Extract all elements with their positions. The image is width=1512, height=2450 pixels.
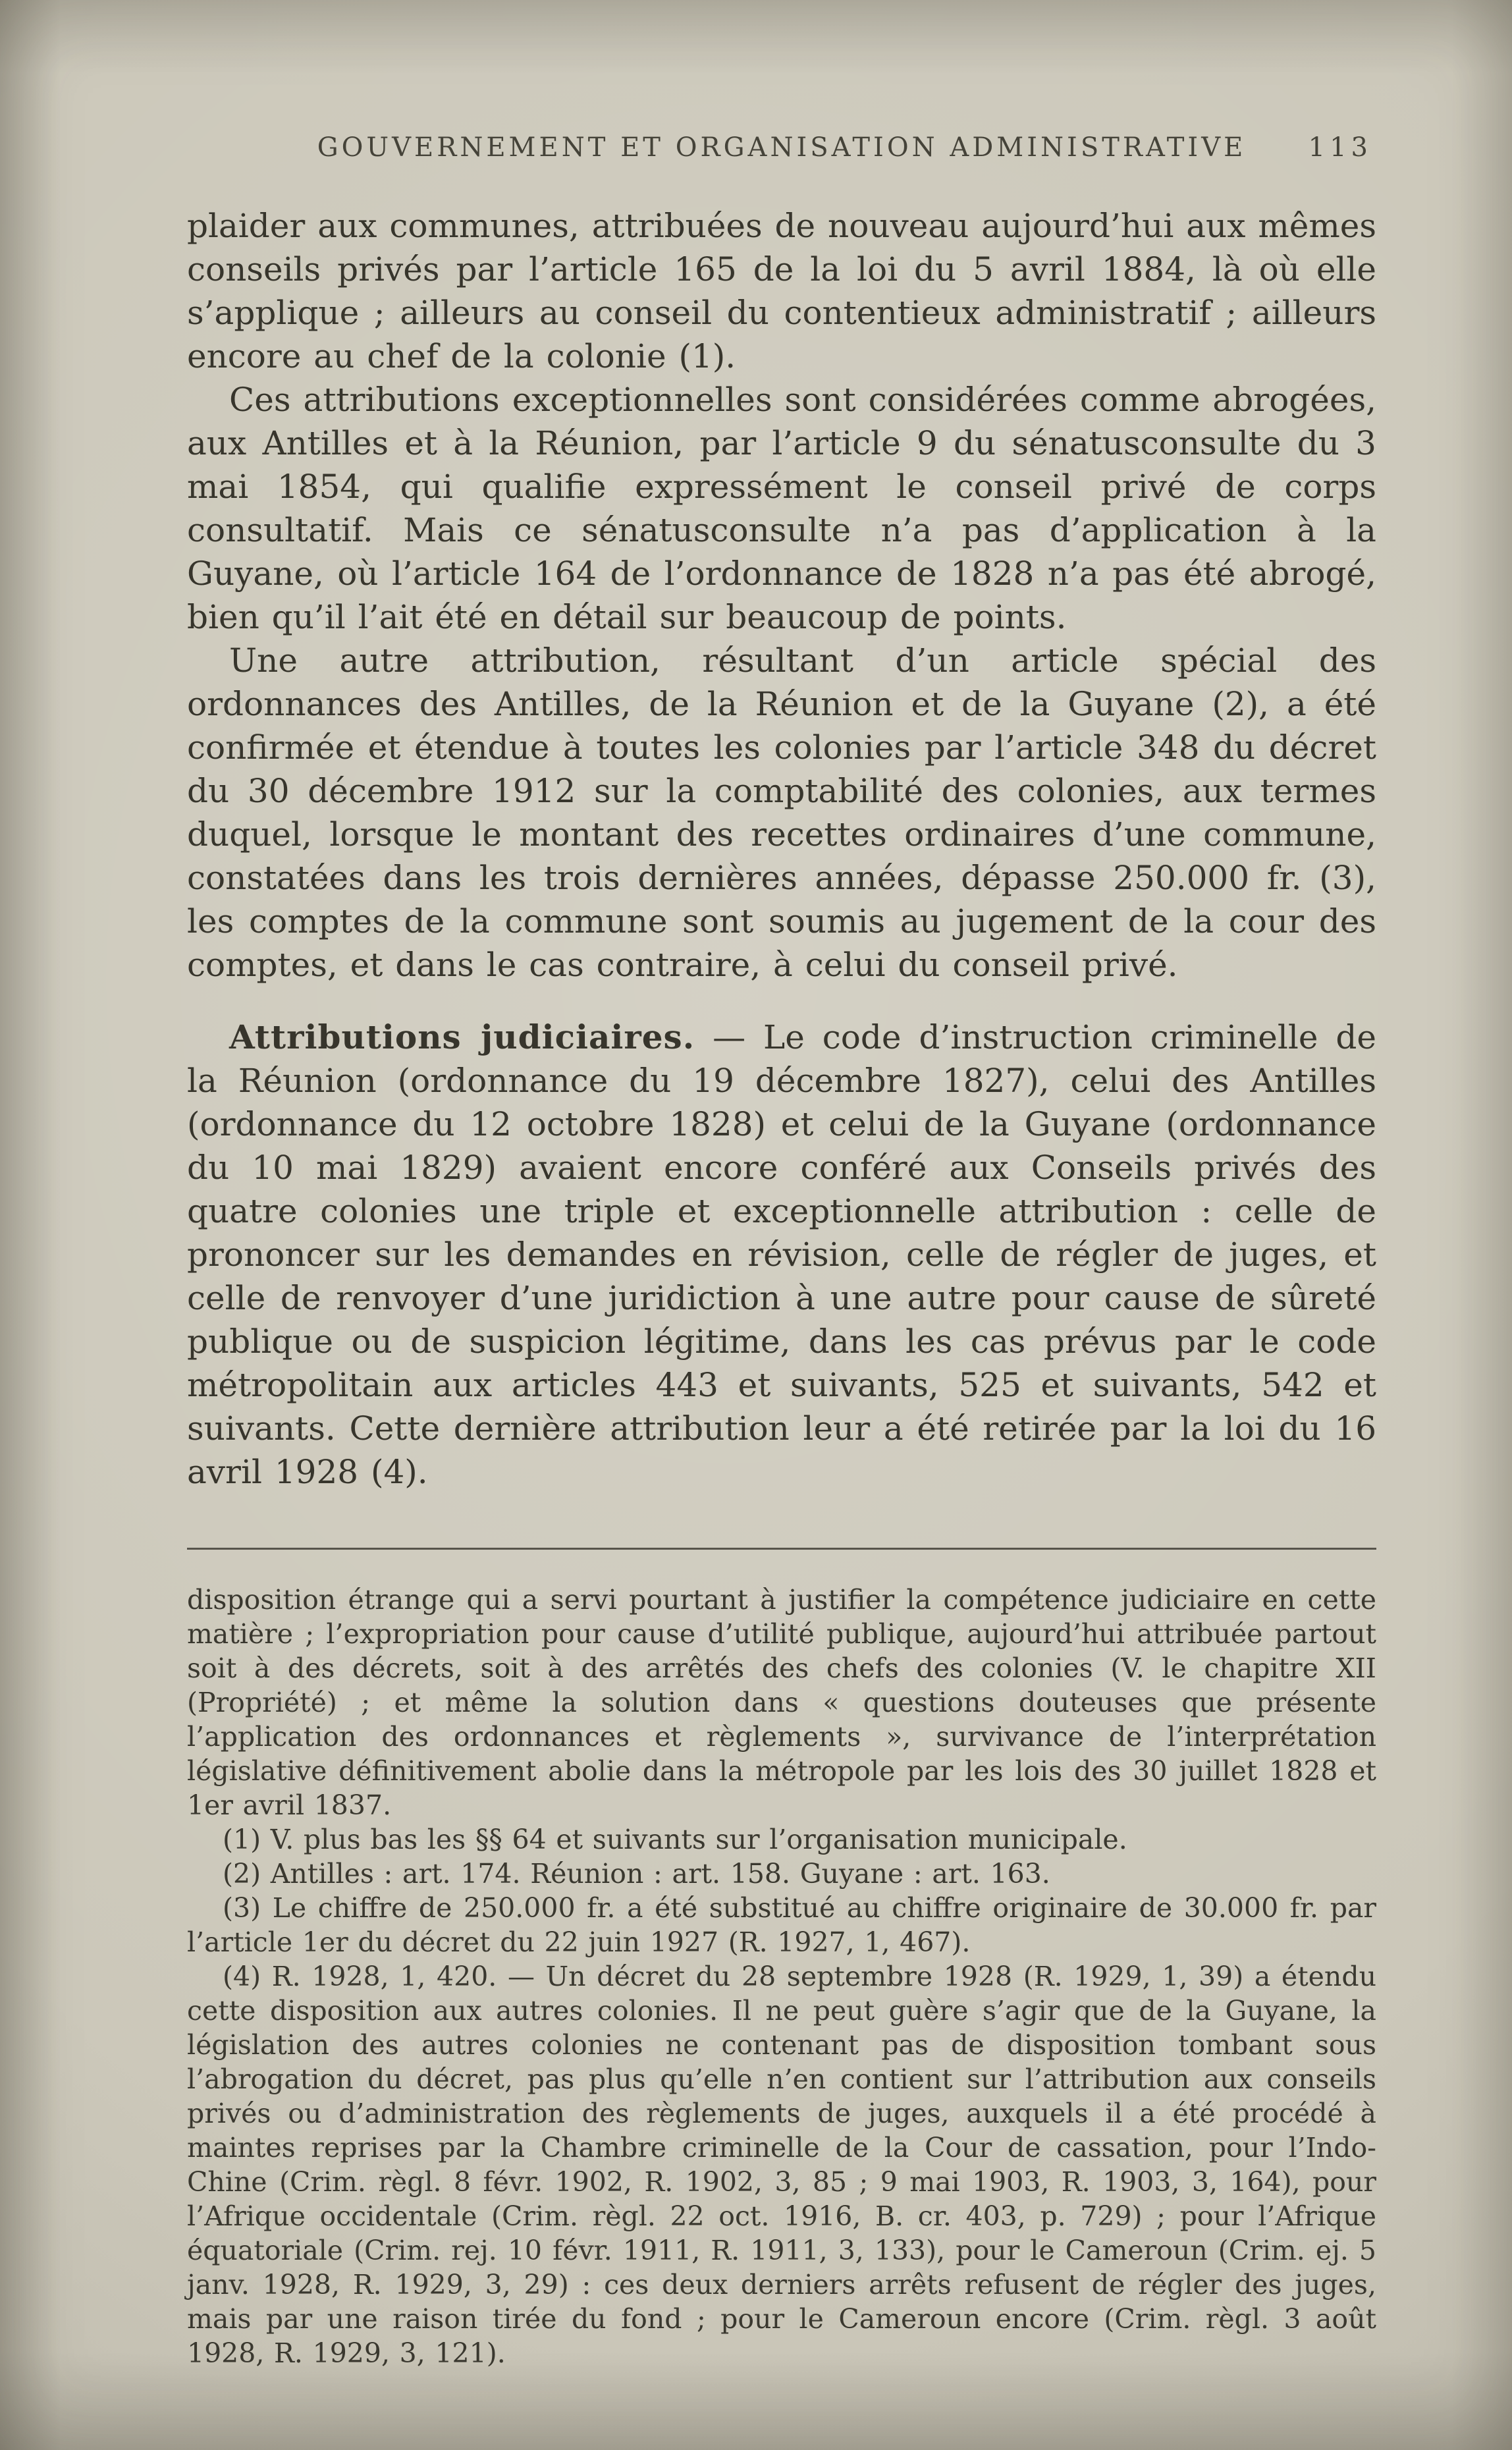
section-text: — Le code d’instruction criminelle de la Réunion (ordonnance du 19 décembre 1827), celui des Antilles (ordonnance du 12 octobre 1828) et celui de la Guyane (ordonnance du 10 mai 1829) avaient encore conféré aux Conseils privés des quatre colonies une triple et exceptionnelle attribution : celle de prononcer sur les demandes en révision, celle de régler de juges, et celle de renvoyer d’une juridiction à une autre pour cause de sûreté publique ou de suspicion légitime, dans les cas prévus par le code métropolitain aux articles 443 et suivants, 525 et suivants, 542 et suivants. Cette dernière attribution leur a été retirée par la loi du 16 avril 1928 (4). [187,1018,1376,1491]
paragraph-attributions-judiciaires [187,1016,1376,1494]
footnote-1: (1) V. plus bas les §§ 64 et suivants sur l’organisation municipale. [223,1824,1127,1855]
running-title: GOUVERNEMENT ET ORGANISATION ADMINISTRATIVE [317,132,1247,163]
section-lead: Attributions judiciaires. [229,1018,695,1056]
footnote-4: (4) R. 1928, 1, 420. — Un décret du 28 septembre 1928 (R. 1929, 1, 39) a étendu cette disposition aux autres colonies. Il ne peut guère s’agir que de la Guyane, la législation des autres colonies ne contenant pas de disposition tombant sous l’abrogation du décret, pas plus qu’elle n’en contient sur l’attribution aux conseils privés ou d’administration des règlements de juges, auxquels il a été procédé à maintes reprises par la Chambre criminelle de la Cour de cassation, pour l’Indo-Chine (Crim. règl. 8 févr. 1902, R. 1902, 3, 85 ; 9 mai 1903, R. 1903, 3, 164), pour l’Afrique occidentale (Crim. règl. 22 oct. 1916, B. cr. 403, p. 729) ; pour l’Afrique équatoriale (Crim. rej. 10 févr. 1911, R. 1911, 3, 133), pour le Cameroun (Crim. ej. 5 janv. 1928, R. 1929, 3, 29) : ces deux derniers arrêts refusent de régler des juges, mais par une raison tirée du fond ; pour le Cameroun encore (Crim. règl. 3 août 1928, R. 1929, 3, 121). [187,1961,1376,2369]
paragraph-attributions-exceptionnelles: Ces attributions exceptionnelles sont considérées comme abrogées, aux Antilles et à la Réunion, par l’article 9 du sénatusconsulte du 3 mai 1854, qui qualifie expressément le conseil privé de corps consultatif. Mais ce sénatusconsulte n’a pas d’application à la Guyane, où l’article 164 de l’ordonnance de 1828 n’a pas été abrogé, bien qu’il l’ait été en détail sur beaucoup de points. [187,381,1376,636]
page-number: 113 [1308,132,1372,163]
footnote-3: (3) Le chiffre de 250.000 fr. a été substitué au chiffre originaire de 30.000 fr. par l’article 1er du décret du 22 juin 1927 (R. 1927, 1, 467). [187,1892,1376,1958]
page-header [187,132,1376,163]
paragraph-communes: plaider aux communes, attribuées de nouveau aujourd’hui aux mêmes conseils privés par l’article 165 de la loi du 5 avril 1884, là où elle s’applique ; ailleurs au conseil du contentieux administratif ; ailleurs encore au chef de la colonie (1). [187,207,1376,375]
footnote-2: (2) Antilles : art. 174. Réunion : art. 158. Guyane : art. 163. [223,1858,1050,1890]
footnote-continuation: disposition étrange qui a servi pourtant à justifier la compétence judiciaire en cette matière ; l’expropriation pour cause d’utilité publique, aujourd’hui attribuée partout soit à des décrets, soit à des arrêtés des chefs des colonies (V. le chapitre XII (Propriété) ; et même la solution dans « questions douteuses que présente l’application des ordonnances et règlements », survivance de l’interprétation législative définitivement abolie dans la métropole par les lois des 30 juillet 1828 et 1er avril 1837. [187,1584,1376,1821]
footnote-separator-rule [187,1548,1376,1550]
paragraph-autre-attribution: Une autre attribution, résultant d’un article spécial des ordonnances des Antilles, de la Réunion et de la Guyane (2), a été confirmée et étendue à toutes les colonies par l’article 348 du décret du 30 décembre 1912 sur la comptabilité des colonies, aux termes duquel, lorsque le montant des recettes ordinaires d’une commune, constatées dans les trois dernières années, dépasse 250.000 fr. (3), les comptes de la commune sont soumis au jugement de la cour des comptes, et dans le cas contraire, à celui du conseil privé. [187,641,1376,984]
footnotes [187,1583,1376,2370]
body-text [187,204,1376,1494]
